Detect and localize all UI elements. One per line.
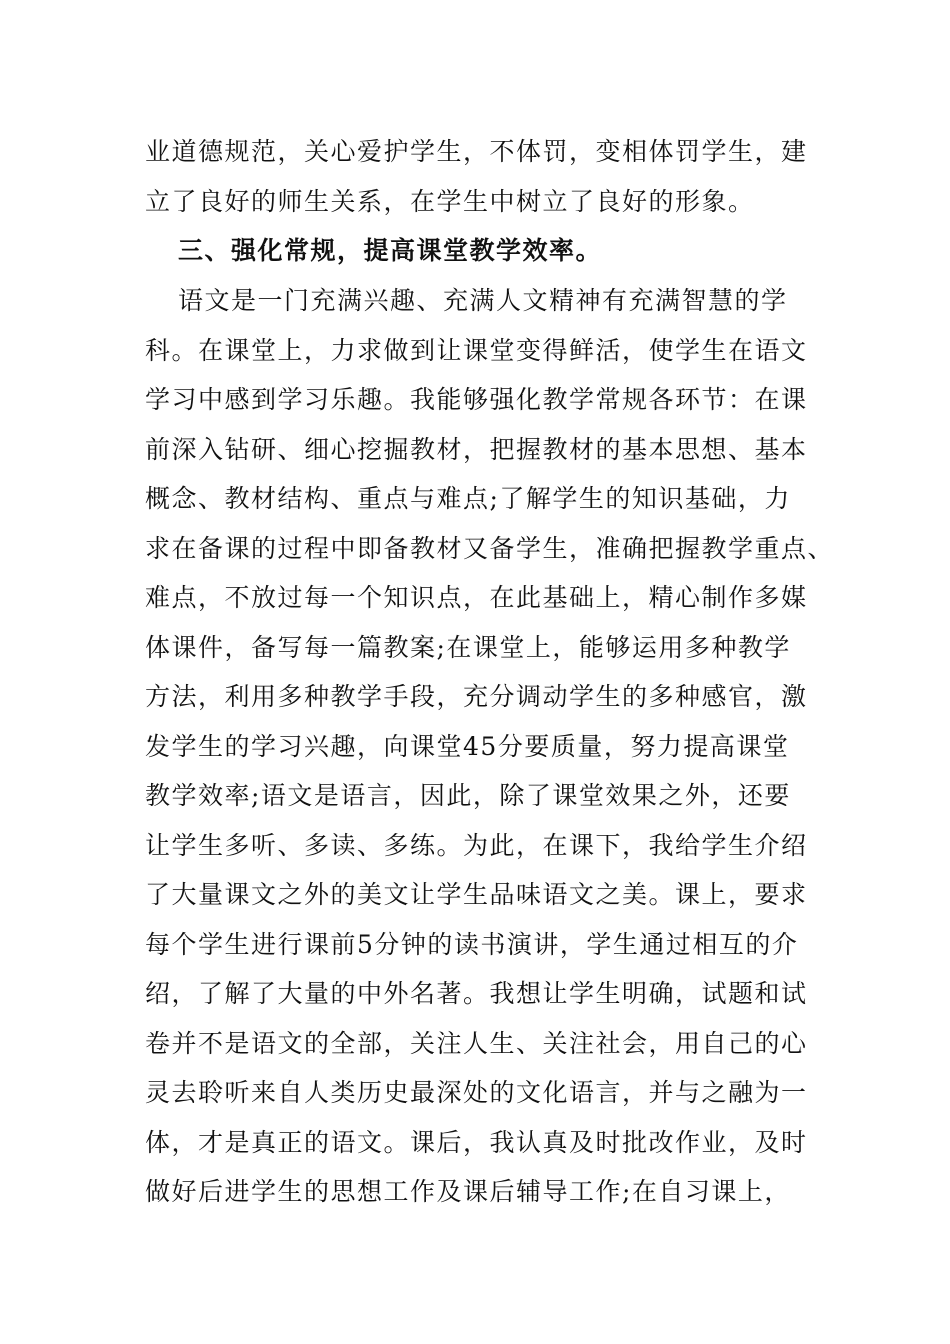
text-line: 体，才是真正的语文。课后，我认真及时批改作业，及时 [145,1128,808,1157]
text-line: 业道德规范，关心爱护学生，不体罚，变相体罚学生，建 [145,137,808,166]
text-line: 概念、教材结构、重点与难点;了解学生的知识基础，力 [145,484,791,513]
section-heading: 三、强化常规，提高课堂教学效率。 [178,236,603,265]
text-line: 做好后进学生的思想工作及课后辅导工作;在自习课上， [145,1177,791,1206]
text-line: 立了良好的师生关系，在学生中树立了良好的形象。 [145,187,755,216]
text-line: 科。在课堂上，力求做到让课堂变得鲜活，使学生在语文 [145,336,808,365]
text-line: 了大量课文之外的美文让学生品味语文之美。课上，要求 [145,880,808,909]
text-line: 绍，了解了大量的中外名著。我想让学生明确，试题和试 [145,979,808,1008]
text-line: 教学效率;语文是语言，因此，除了课堂效果之外，还要 [145,781,791,810]
text-line: 每个学生进行课前5分钟的读书演讲，学生通过相互的介 [145,930,799,959]
text-line: 前深入钻研、细心挖掘教材，把握教材的基本思想、基本 [145,435,808,464]
text-line: 难点，不放过每一个知识点，在此基础上，精心制作多媒 [145,583,808,612]
text-line: 方法，利用多种教学手段，充分调动学生的多种感官，激 [145,682,808,711]
text-line: 学习中感到学习乐趣。我能够强化教学常规各环节：在课 [145,385,808,414]
text-line: 让学生多听、多读、多练。为此，在课下，我给学生介绍 [145,831,808,860]
text-line: 求在备课的过程中即备教材又备学生，准确把握教学重点、 [145,534,835,563]
paragraph-first-line: 语文是一门充满兴趣、充满人文精神有充满智慧的学 [178,286,788,315]
text-line: 体课件，备写每一篇教案;在课堂上，能够运用多种教学 [145,633,791,662]
text-line: 卷并不是语文的全部，关注人生、关注社会，用自己的心 [145,1029,808,1058]
text-line: 发学生的学习兴趣，向课堂45分要质量，努力提高课堂 [145,732,790,761]
text-line: 灵去聆听来自人类历史最深处的文化语言，并与之融为一 [145,1078,808,1107]
